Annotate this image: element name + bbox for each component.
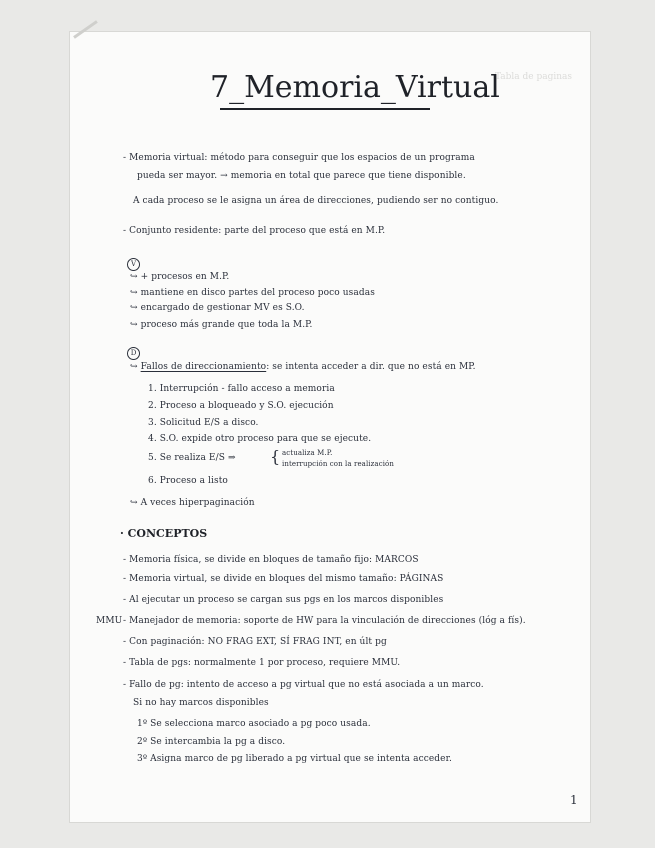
fallo-step: 5. Se realiza E/S ⇒ [148, 453, 236, 463]
fallo-step-note: actualiza M.P. [282, 449, 333, 457]
ventaja-item: ↪ proceso más grande que toda la M.P. [130, 320, 313, 330]
ventajas-mark: V [127, 258, 140, 271]
concepto-line: - Memoria física, se divide en bloques de tamaño fijo: MARCOS [123, 555, 419, 565]
ventaja-item: ↪ encargado de gestionar MV es S.O. [130, 303, 305, 313]
concepto-line: - Memoria virtual, se divide en bloques del mismo tamaño: PÁGINAS [123, 574, 444, 584]
mmu-margin-label: MMU [96, 616, 123, 626]
concepto-line: - Con paginación: NO FRAG EXT, SÍ FRAG INT, en últ pg [123, 637, 387, 647]
fallo-step: 6. Proceso a listo [148, 476, 228, 486]
intro-line-1: - Memoria virtual: método para conseguir que los espacios de un programa [123, 153, 475, 163]
concepto-line: - Manejador de memoria: soporte de HW para la vinculación de direcciones (lóg a fís). [123, 616, 526, 626]
ventaja-item: ↪ mantiene en disco partes del proceso poco usadas [130, 288, 375, 298]
desventajas-mark: D [127, 347, 140, 360]
conceptos-heading: · CONCEPTOS [120, 527, 208, 540]
concepto-line: Si no hay marcos disponibles [133, 698, 269, 708]
intro-line-2: pueda ser mayor. → memoria en total que parece que tiene disponible. [137, 171, 466, 181]
intro-line-4: - Conjunto residente: parte del proceso que está en M.P. [123, 226, 386, 236]
intro-line-3: A cada proceso se le asigna un área de direcciones, pudiendo ser no contiguo. [133, 196, 499, 206]
fallo-step: 2. Proceso a bloqueado y S.O. ejecución [148, 401, 334, 411]
ventaja-item: ↪ + procesos en M.P. [130, 272, 230, 282]
hiperpaginacion-note: ↪ A veces hiperpaginación [130, 498, 255, 508]
bleed-through-text: Tabla de paginas [495, 72, 573, 82]
title-underline [220, 108, 430, 110]
fallo-step: 3. Solicitud E/S a disco. [148, 418, 259, 428]
concepto-step: 1º Se selecciona marco asociado a pg poco usada. [137, 719, 371, 729]
concepto-line: - Tabla de pgs: normalmente 1 por proceso, requiere MMU. [123, 658, 401, 668]
fallos-heading: ↪ Fallos de direccionamiento: se intenta acceder a dir. que no está en MP. [130, 362, 476, 372]
page-number: 1 [570, 793, 578, 807]
fallo-step: 1. Interrupción - fallo acceso a memoria [148, 384, 335, 394]
fallo-step: 4. S.O. expide otro proceso para que se ejecute. [148, 434, 372, 444]
concepto-step: 2º Se intercambia la pg a disco. [137, 737, 286, 747]
brace-glyph: { [270, 447, 281, 466]
concepto-step: 3º Asigna marco de pg liberado a pg virtual que se intenta acceder. [137, 754, 452, 764]
fallo-step-note: interrupción con la realización [282, 460, 394, 468]
page-title: 7_Memoria_Virtual [210, 70, 500, 105]
concepto-line: - Al ejecutar un proceso se cargan sus pgs en los marcos disponibles [123, 595, 444, 605]
concepto-line: - Fallo de pg: intento de acceso a pg virtual que no está asociada a un marco. [123, 680, 484, 690]
